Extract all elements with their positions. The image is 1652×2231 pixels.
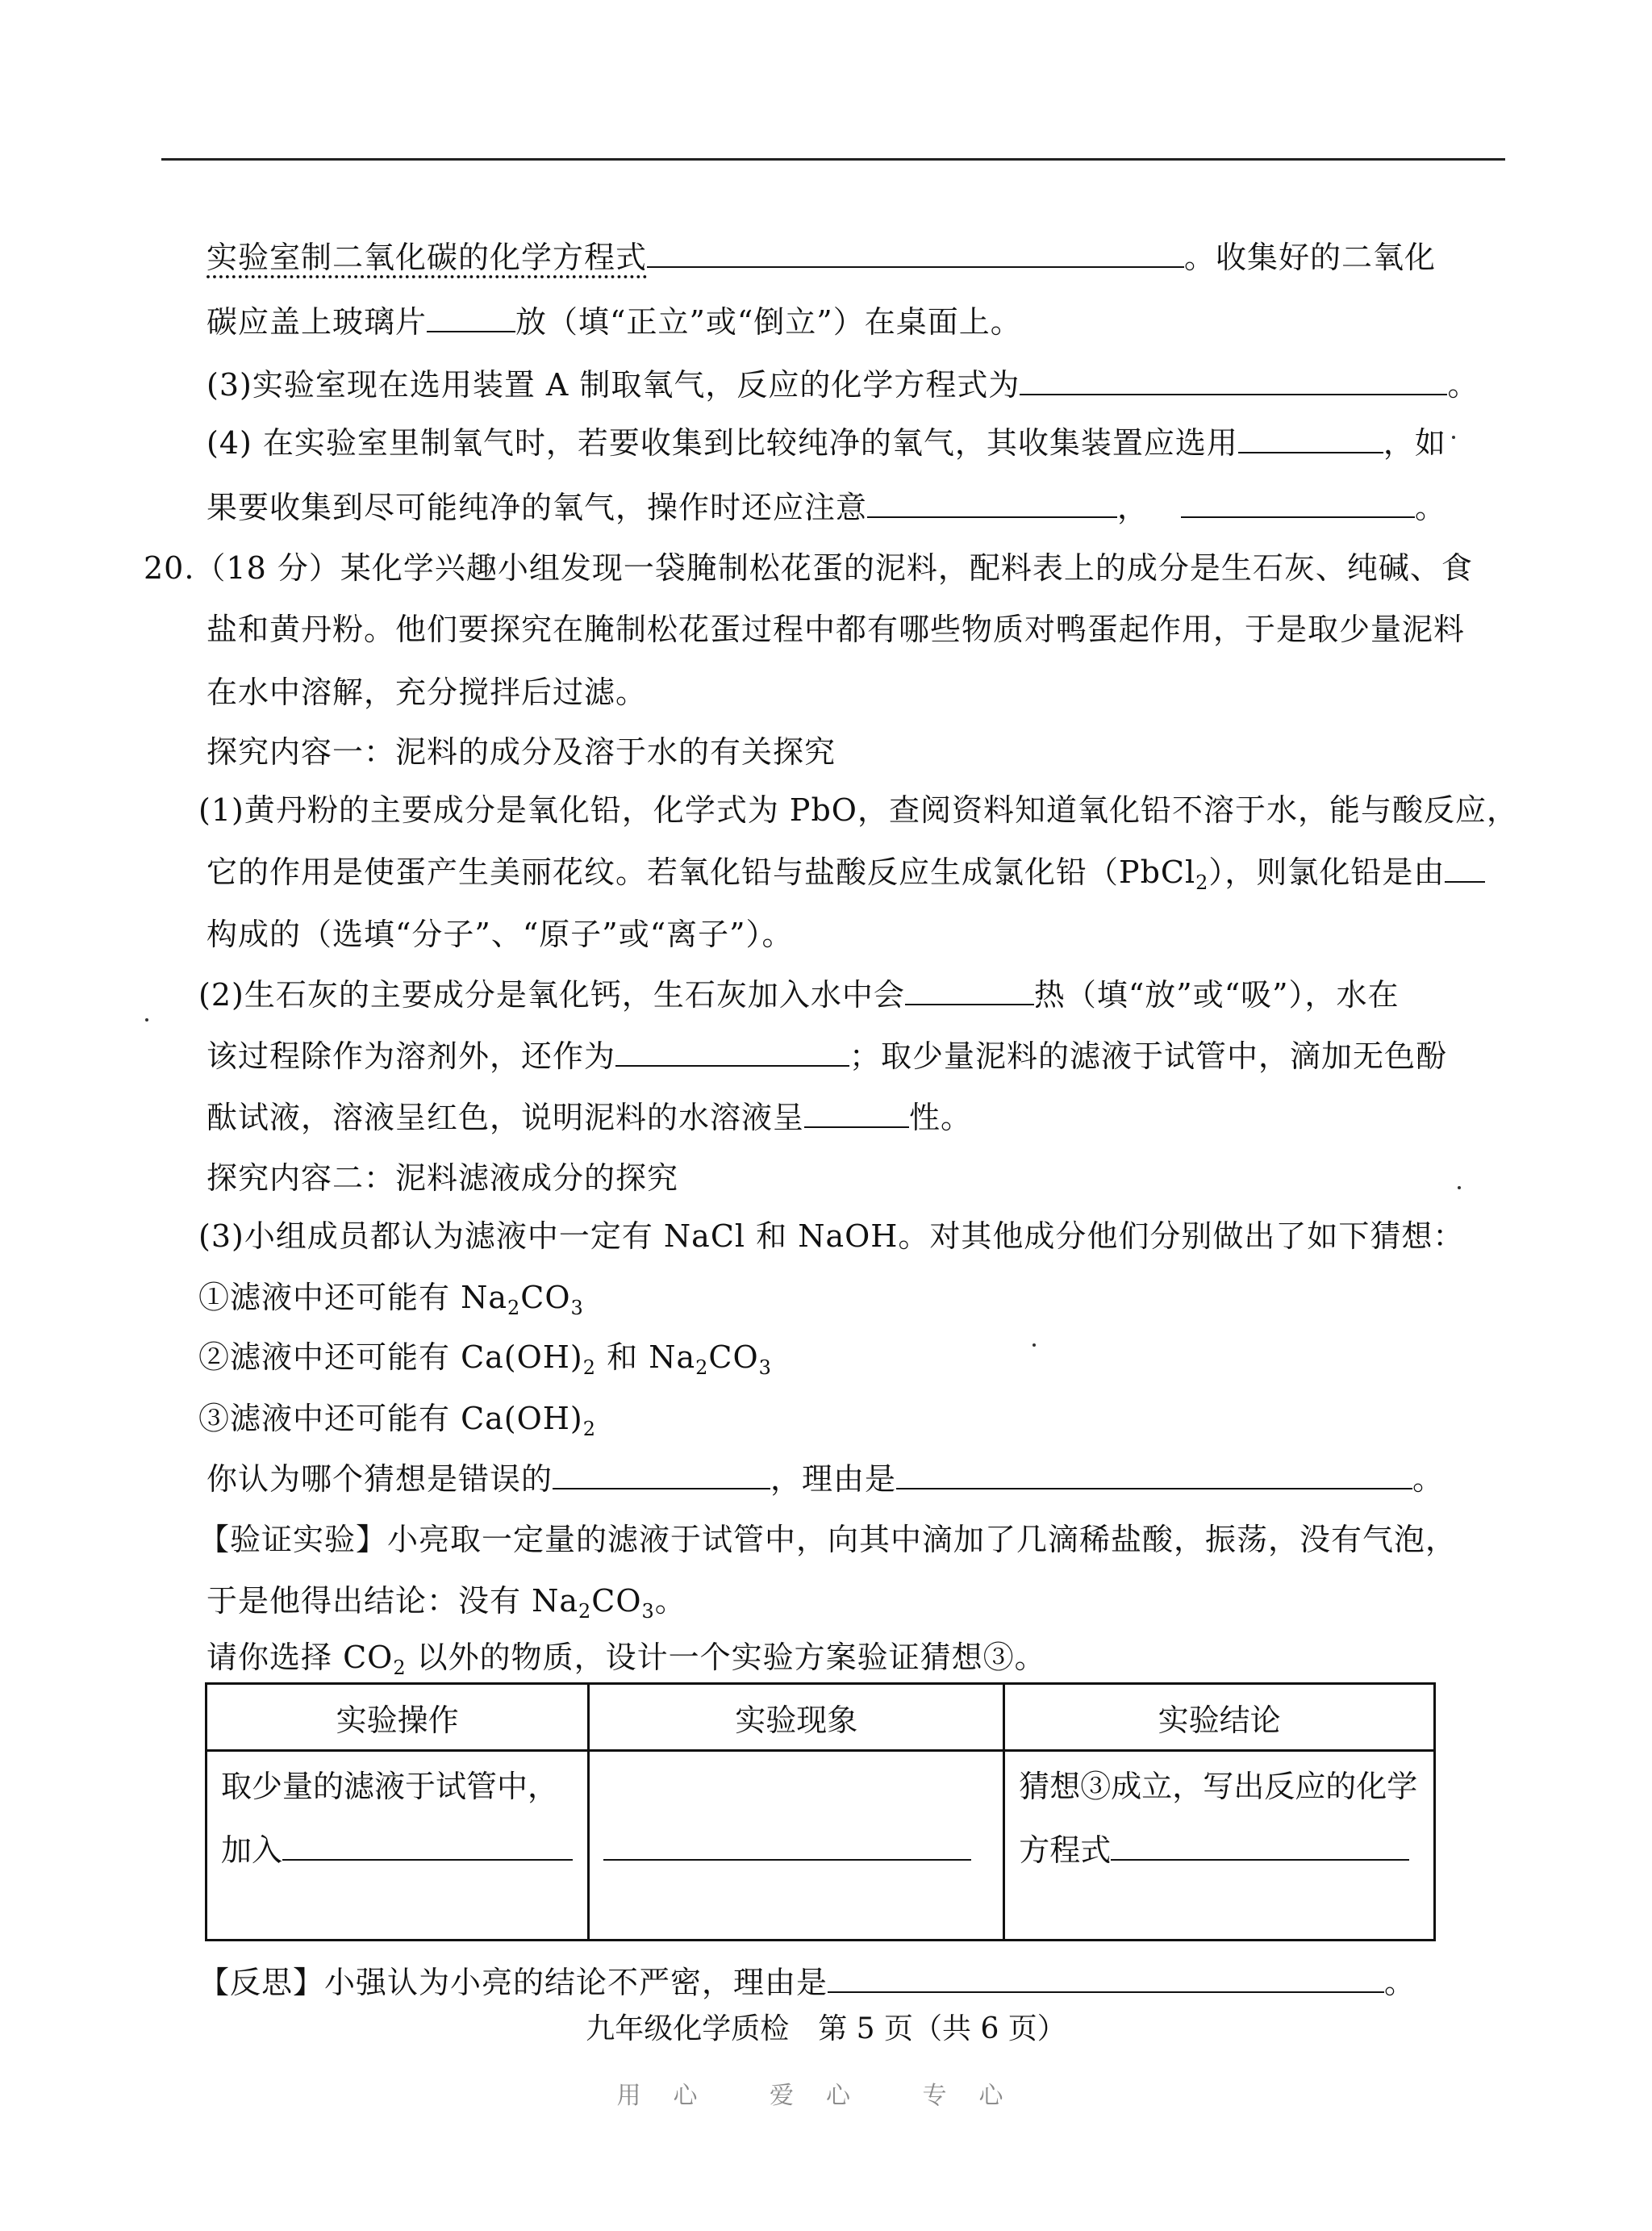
text: (3)实验室现在选用装置 A 制取氧气，反应的化学方程式为 bbox=[206, 367, 1020, 403]
column-header: 实验结论 bbox=[1004, 1684, 1435, 1751]
text: 猜想③成立，写出反应的化学 bbox=[1019, 1769, 1418, 1804]
experiment-table bbox=[205, 1682, 1436, 1941]
answer-blank[interactable] bbox=[603, 1830, 971, 1861]
scan-speck bbox=[145, 1018, 148, 1021]
page-footer: 九年级化学质检 第 5 页（共 6 页） bbox=[586, 2012, 1066, 2045]
verify-conclusion bbox=[206, 1581, 686, 1631]
answer-blank[interactable] bbox=[1020, 365, 1447, 395]
answer-blank[interactable] bbox=[427, 302, 515, 332]
answer-blank[interactable] bbox=[867, 487, 1117, 518]
text: 方程式 bbox=[1019, 1832, 1112, 1868]
header-rule bbox=[161, 158, 1505, 161]
text: ），则氯化铅是由 bbox=[1208, 854, 1446, 890]
answer-blank[interactable] bbox=[1238, 423, 1383, 453]
faint-watermark-text: 用心 爱心 专心 bbox=[616, 2082, 1036, 2110]
verify-experiment: 【验证实验】小亮取一定量的滤液于试管中，向其中滴加了几滴稀盐酸，振荡，没有气泡， bbox=[198, 1522, 1458, 1557]
text: 请你选择 CO bbox=[206, 1640, 394, 1675]
subscript: 3 bbox=[758, 1356, 772, 1379]
reflection bbox=[198, 1962, 1416, 2002]
text: ，如 bbox=[1383, 425, 1446, 461]
text: 。 bbox=[654, 1583, 686, 1619]
answer-blank[interactable] bbox=[615, 1036, 849, 1067]
text: 你认为哪个猜想是错误的 bbox=[206, 1461, 553, 1497]
design-instruction bbox=[206, 1638, 1046, 1687]
subscript: 2 bbox=[578, 1600, 592, 1623]
text: ③滤液中还可能有 Ca(OH) bbox=[198, 1401, 583, 1436]
column-header: 实验现象 bbox=[589, 1684, 1004, 1751]
scan-speck bbox=[1452, 436, 1455, 439]
subscript: 3 bbox=[570, 1297, 584, 1319]
text: 取少量的滤液于试管中， bbox=[221, 1769, 559, 1804]
part-3-line: (3)小组成员都认为滤液中一定有 NaCl 和 NaOH。对其他成分他们分别做出了如下猜想： bbox=[198, 1218, 1465, 1254]
column-header: 实验操作 bbox=[206, 1684, 589, 1751]
text: CO bbox=[520, 1280, 571, 1315]
text: 放（填“正立”或“倒立”）在桌面上。 bbox=[515, 304, 1022, 340]
table-row bbox=[206, 1751, 1435, 1941]
part-1-line-2 bbox=[206, 852, 1485, 902]
text: 以外的物质，设计一个实验方案验证猜想③。 bbox=[406, 1640, 1046, 1675]
which-guess-wrong bbox=[206, 1459, 1444, 1498]
text: ①滤液中还可能有 Na bbox=[198, 1280, 507, 1315]
text: ②滤液中还可能有 Ca(OH) bbox=[198, 1339, 583, 1375]
scan-speck bbox=[1458, 1186, 1461, 1189]
subscript: 2 bbox=[695, 1356, 709, 1379]
text: ；取少量泥料的滤液于试管中，滴加无色酚 bbox=[849, 1038, 1448, 1074]
answer-blank[interactable] bbox=[647, 237, 1184, 268]
guess-2 bbox=[198, 1338, 772, 1387]
conclusion-cell bbox=[1004, 1751, 1435, 1941]
subscript: 2 bbox=[507, 1297, 521, 1319]
text: 。 bbox=[1384, 1965, 1416, 2000]
question-3 bbox=[206, 365, 1479, 404]
text: 加入 bbox=[221, 1832, 283, 1868]
text: 。收集好的二氧化 bbox=[1184, 240, 1437, 275]
subscript: 2 bbox=[1195, 871, 1209, 894]
answer-blank[interactable] bbox=[1111, 1830, 1409, 1861]
question-20-stem-3: 在水中溶解，充分搅拌后过滤。 bbox=[206, 675, 648, 710]
answer-blank[interactable] bbox=[896, 1459, 1412, 1489]
answer-blank[interactable] bbox=[553, 1459, 770, 1489]
scan-speck bbox=[1032, 1343, 1036, 1347]
add-line bbox=[208, 1806, 586, 1870]
text: 【反思】小强认为小亮的结论不严密，理由是 bbox=[198, 1965, 828, 2000]
answer-blank[interactable] bbox=[905, 975, 1034, 1005]
text: (4) 在实验室里制氧气时，若要收集到比较纯净的氧气，其收集装置应选用 bbox=[206, 425, 1238, 461]
text: 该过程除作为溶剂外，还作为 bbox=[206, 1038, 616, 1074]
line-co2-equation bbox=[206, 237, 1436, 277]
text: 酞试液，溶液呈红色，说明泥料的水溶液呈 bbox=[206, 1100, 805, 1135]
answer-blank[interactable] bbox=[828, 1962, 1384, 1993]
text: 于是他得出结论：没有 Na bbox=[206, 1583, 578, 1619]
answer-blank[interactable] bbox=[1445, 852, 1485, 883]
text: (2)生石灰的主要成分是氧化钙，生石灰加入水中会 bbox=[198, 977, 905, 1013]
text: CO bbox=[708, 1339, 759, 1375]
text: ，理由是 bbox=[770, 1461, 897, 1497]
guess-3 bbox=[198, 1399, 596, 1448]
text: ， bbox=[1117, 490, 1149, 525]
question-20-stem: 20.（18 分）某化学兴趣小组发现一袋腌制松花蛋的泥料，配料表上的成分是生石灰、纯碱、食 bbox=[144, 550, 1473, 586]
text: 它的作用是使蛋产生美丽花纹。若氧化铅与盐酸反应生成氯化铅（PbCl bbox=[206, 854, 1196, 890]
text: 热（填“放”或“吸”），水在 bbox=[1033, 977, 1400, 1013]
section-heading-1: 探究内容一：泥料的成分及溶于水的有关探究 bbox=[206, 734, 836, 770]
text: 和 Na bbox=[596, 1339, 696, 1375]
subscript: 2 bbox=[582, 1356, 597, 1379]
text: 实验室制二氧化碳的化学方程式 bbox=[206, 240, 648, 275]
phenomenon-line bbox=[590, 1753, 1002, 1870]
text: 碳应盖上玻璃片 bbox=[206, 304, 428, 340]
question-20-stem-2: 盐和黄丹粉。他们要探究在腌制松花蛋过程中都有哪些物质对鸭蛋起作用，于是取少量泥料 bbox=[206, 612, 1466, 647]
part-2-line-1 bbox=[198, 975, 1400, 1014]
equation-line bbox=[1006, 1806, 1433, 1870]
part-1-line-1: (1)黄丹粉的主要成分是氧化铅，化学式为 PbO，查阅资料知道氧化铅不溶于水，能与酸反应， bbox=[198, 792, 1518, 828]
operation-cell bbox=[206, 1751, 589, 1941]
question-4-cont bbox=[206, 487, 1446, 527]
part-2-line-2 bbox=[206, 1036, 1447, 1076]
table-header-row bbox=[206, 1684, 1435, 1751]
part-2-line-3 bbox=[206, 1097, 972, 1137]
subscript: 2 bbox=[582, 1418, 597, 1440]
text: 。 bbox=[1447, 367, 1479, 403]
answer-blank[interactable] bbox=[1181, 487, 1415, 518]
text: 果要收集到尽可能纯净的氧气，操作时还应注意 bbox=[206, 490, 868, 525]
text: CO bbox=[591, 1583, 642, 1619]
text: 。 bbox=[1415, 490, 1447, 525]
question-4 bbox=[206, 423, 1446, 462]
answer-blank[interactable] bbox=[282, 1830, 573, 1861]
guess-1 bbox=[198, 1278, 584, 1327]
text: 性。 bbox=[909, 1100, 973, 1135]
subscript: 2 bbox=[393, 1657, 407, 1679]
phenomenon-cell bbox=[589, 1751, 1004, 1941]
subscript: 3 bbox=[641, 1600, 655, 1623]
section-heading-2: 探究内容二：泥料滤液成分的探究 bbox=[206, 1160, 679, 1196]
text: 。 bbox=[1412, 1461, 1445, 1497]
part-1-line-3: 构成的（选填“分子”、“原子”或“离子”）。 bbox=[206, 917, 794, 952]
answer-blank[interactable] bbox=[804, 1097, 909, 1128]
line-glass-plate bbox=[206, 302, 1022, 341]
